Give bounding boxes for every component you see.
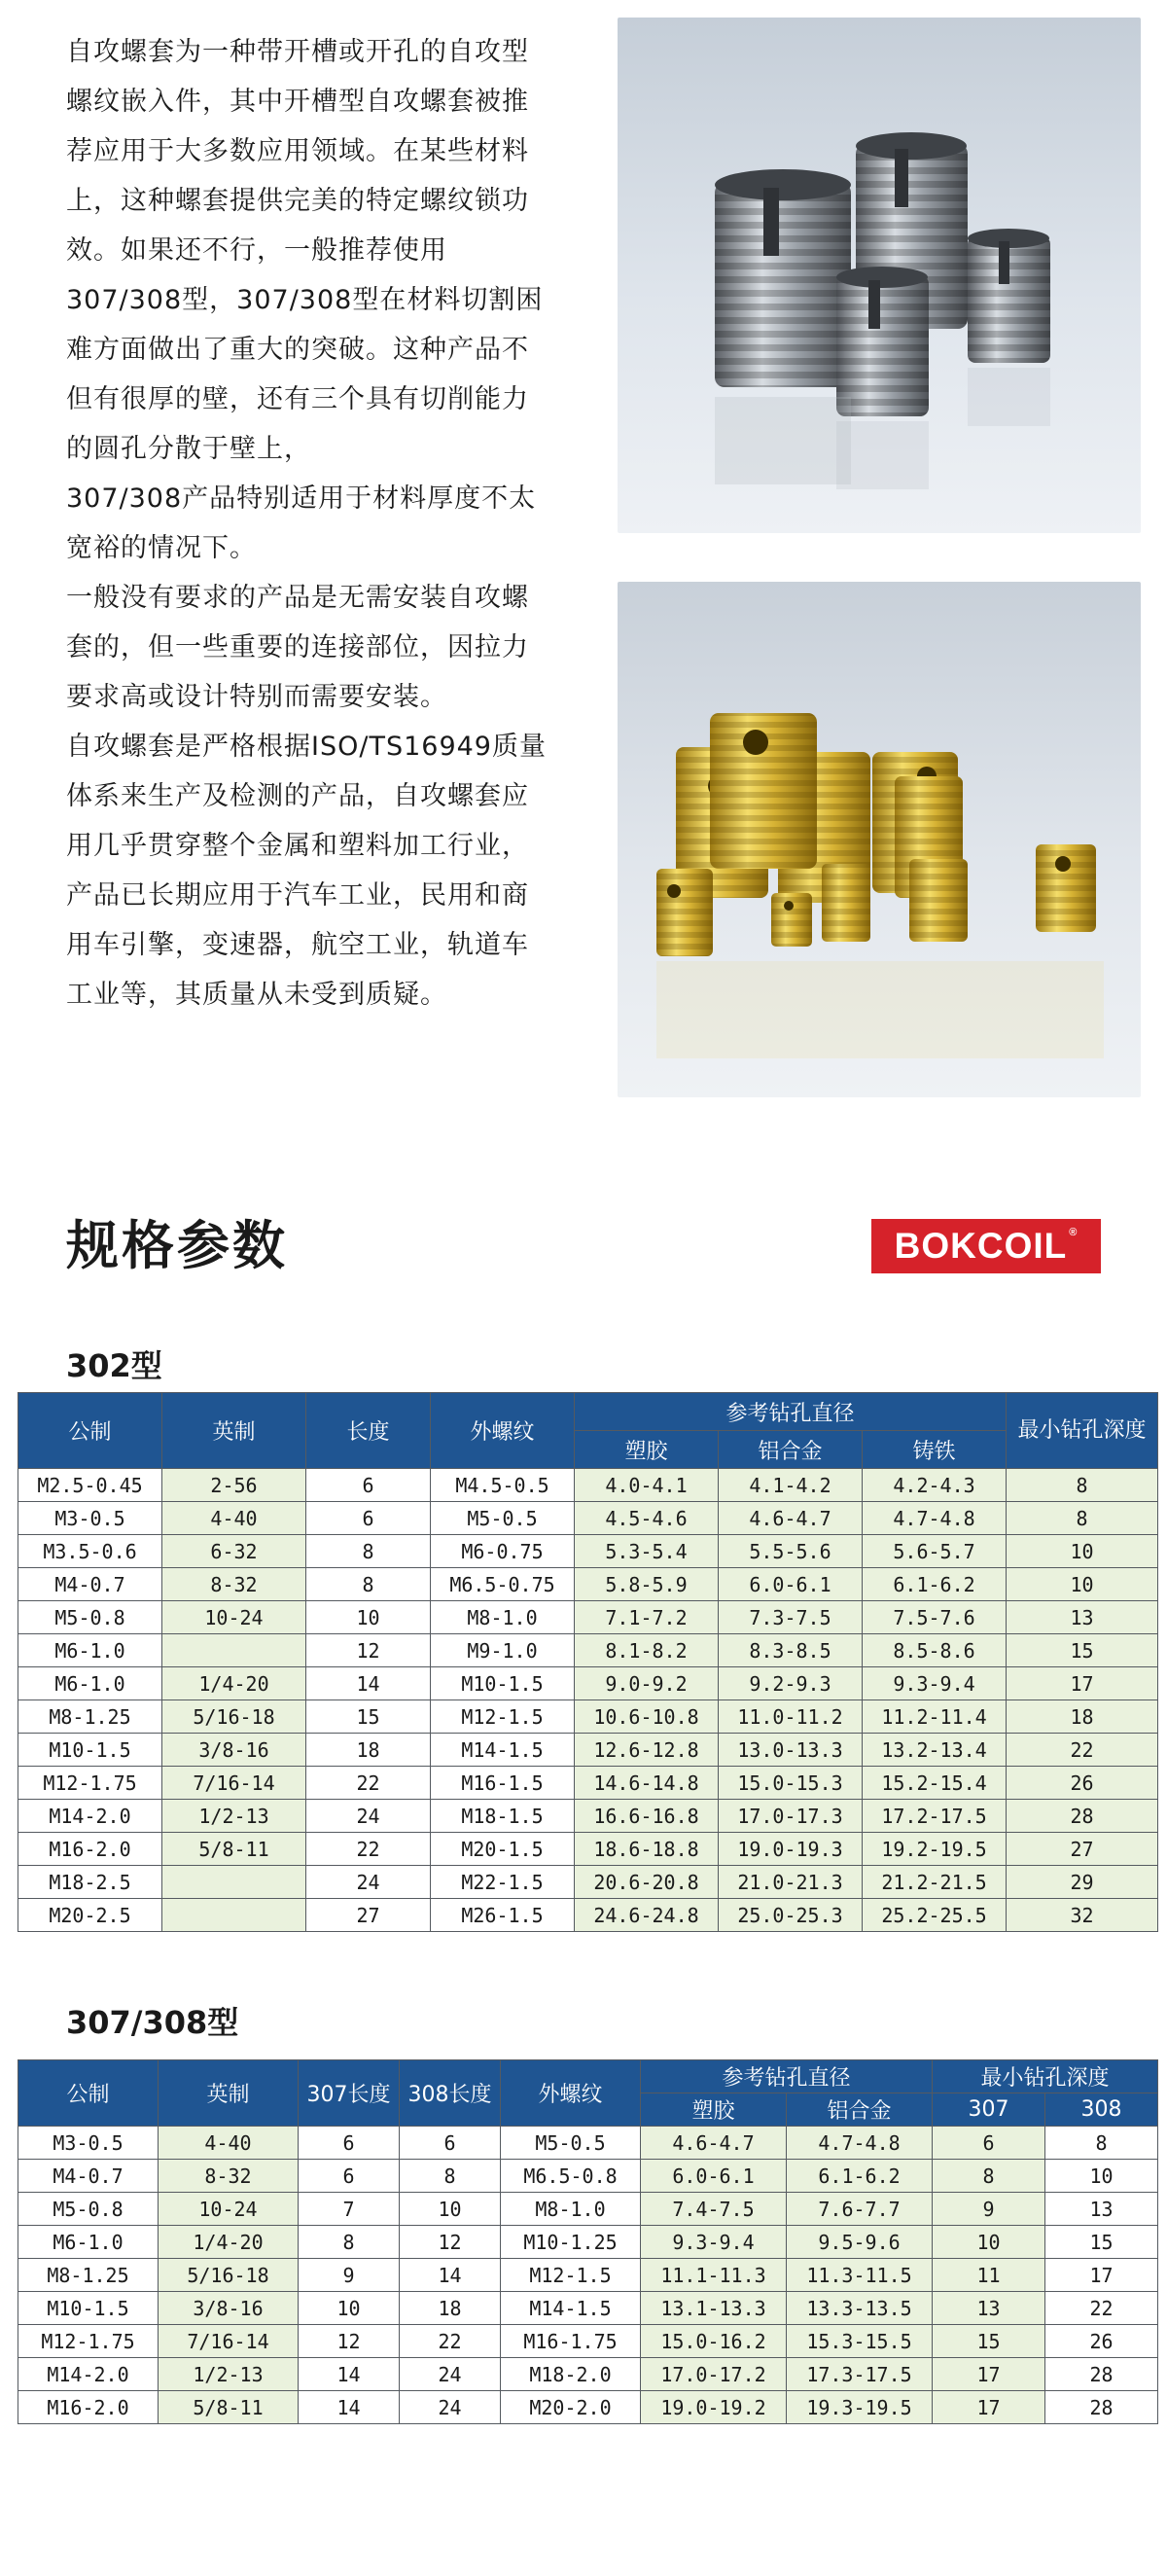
table-cell: 7/16-14	[159, 2325, 299, 2358]
table-cell: 8.1-8.2	[575, 1634, 719, 1667]
table-cell: 7	[299, 2193, 400, 2226]
table-cell: 24.6-24.8	[575, 1899, 719, 1932]
table-cell: 7.6-7.7	[787, 2193, 933, 2226]
table-cell: 4-40	[162, 1502, 306, 1535]
table-cell: 17	[933, 2391, 1045, 2424]
table-cell: 11.2-11.4	[863, 1700, 1007, 1734]
table-cell: 24	[400, 2391, 501, 2424]
table-cell: 9.3-9.4	[641, 2226, 787, 2259]
table-cell: 6.0-6.1	[719, 1568, 863, 1601]
table-cell: 17	[933, 2358, 1045, 2391]
table-cell: M10-1.5	[18, 2292, 159, 2325]
table-cell: M20-2.0	[501, 2391, 641, 2424]
table-cell: 2-56	[162, 1469, 306, 1502]
col-header-metric: 公制	[18, 1393, 162, 1469]
table-cell: 18	[400, 2292, 501, 2325]
table-cell: M12-1.5	[431, 1700, 575, 1734]
table-cell: 5/16-18	[162, 1700, 306, 1734]
table-cell: 24	[306, 1800, 431, 1833]
bokcoil-logo	[871, 1219, 1101, 1273]
table-cell: 8.3-8.5	[719, 1634, 863, 1667]
table-cell: 10	[1045, 2160, 1158, 2193]
col-header-drill-diameter: 参考钻孔直径	[641, 2060, 933, 2093]
table-row	[18, 1634, 1158, 1667]
table-cell: M14-2.0	[18, 2358, 159, 2391]
table-cell: 15.2-15.4	[863, 1767, 1007, 1800]
table-cell: M16-1.75	[501, 2325, 641, 2358]
table-row	[18, 1767, 1158, 1800]
table-cell: 17.2-17.5	[863, 1800, 1007, 1833]
table-cell: M5-0.5	[431, 1502, 575, 1535]
table-cell: 8.5-8.6	[863, 1634, 1007, 1667]
table-cell: 15.0-16.2	[641, 2325, 787, 2358]
table-cell: M8-1.0	[501, 2193, 641, 2226]
intro-paragraph: 自攻螺套是严格根据ISO/TS16949质量体系来生产及检测的产品，自攻螺套应用几乎贯穿整个金属和塑料加工行业，产品已长期应用于汽车工业，民用和商用车引擎，变速器，航空工业，轨道车工业等，其质量从未受到质疑。	[66, 732, 547, 1010]
table-cell: M6-1.0	[18, 2226, 159, 2259]
table-row	[18, 2391, 1158, 2424]
table-cell: 4.1-4.2	[719, 1469, 863, 1502]
col-header-imperial: 英制	[162, 1393, 306, 1469]
table-cell: 27	[1007, 1833, 1158, 1866]
col-header-metric: 公制	[18, 2060, 159, 2127]
table-cell: 27	[306, 1899, 431, 1932]
table-cell: 7.4-7.5	[641, 2193, 787, 2226]
table-cell: 6	[299, 2127, 400, 2160]
table-row	[18, 1899, 1158, 1932]
table-row	[18, 1568, 1158, 1601]
table-cell: 18	[1007, 1700, 1158, 1734]
table-cell: 7/16-14	[162, 1767, 306, 1800]
table-cell: 10	[1007, 1568, 1158, 1601]
table-cell: M6.5-0.8	[501, 2160, 641, 2193]
col-header-plastic: 塑胶	[575, 1431, 719, 1469]
table-307-308-title: 307/308型	[66, 2004, 239, 2041]
table-cell: 12	[306, 1634, 431, 1667]
table-cell: M6-1.0	[18, 1634, 162, 1667]
table-cell: M2.5-0.45	[18, 1469, 162, 1502]
spec-title: 规格参数	[66, 1215, 288, 1276]
table-cell: 8	[1007, 1469, 1158, 1502]
table-cell: M16-2.0	[18, 2391, 159, 2424]
table-cell: 6-32	[162, 1535, 306, 1568]
table-cell: 12.6-12.8	[575, 1734, 719, 1767]
table-cell: M4.5-0.5	[431, 1469, 575, 1502]
intro-text	[66, 27, 552, 1020]
table-cell: 13.3-13.5	[787, 2292, 933, 2325]
table-cell: 4.5-4.6	[575, 1502, 719, 1535]
steel-inserts-photo	[618, 18, 1141, 533]
col-header-imperial: 英制	[159, 2060, 299, 2127]
table-cell: M6-1.0	[18, 1667, 162, 1700]
table-row	[18, 1734, 1158, 1767]
table-row	[18, 1502, 1158, 1535]
table-cell: 5.3-5.4	[575, 1535, 719, 1568]
table-cell: 10	[933, 2226, 1045, 2259]
table-cell: 5/8-11	[162, 1833, 306, 1866]
table-cell: 17	[1045, 2259, 1158, 2292]
table-cell: 17.0-17.3	[719, 1800, 863, 1833]
col-header-outer-thread: 外螺纹	[501, 2060, 641, 2127]
table-cell: 6.1-6.2	[863, 1568, 1007, 1601]
table-cell: 8	[1045, 2127, 1158, 2160]
table-cell: M18-2.5	[18, 1866, 162, 1899]
table-cell: 19.0-19.2	[641, 2391, 787, 2424]
table-cell: 14	[299, 2391, 400, 2424]
table-cell: 32	[1007, 1899, 1158, 1932]
table-cell: 4.6-4.7	[719, 1502, 863, 1535]
spec-table-302	[18, 1392, 1158, 1932]
table-cell: 26	[1045, 2325, 1158, 2358]
table-row	[18, 2358, 1158, 2391]
table-cell: 14	[299, 2358, 400, 2391]
table-cell: M9-1.0	[431, 1634, 575, 1667]
table-cell: M26-1.5	[431, 1899, 575, 1932]
table-cell: 21.0-21.3	[719, 1866, 863, 1899]
table-cell: 10-24	[159, 2193, 299, 2226]
table-row	[18, 2325, 1158, 2358]
table-cell: M8-1.0	[431, 1601, 575, 1634]
logo-text: BOKCOIL	[894, 1226, 1068, 1266]
table-cell: 8	[933, 2160, 1045, 2193]
col-header-min-depth: 最小钻孔深度	[933, 2060, 1158, 2093]
table-cell: 13.2-13.4	[863, 1734, 1007, 1767]
table-cell: M12-1.5	[501, 2259, 641, 2292]
table-cell: 11.0-11.2	[719, 1700, 863, 1734]
table-row	[18, 1469, 1158, 1502]
table-cell: 11	[933, 2259, 1045, 2292]
table-cell: 13	[1007, 1601, 1158, 1634]
table-row	[18, 2160, 1158, 2193]
table-cell: 6	[306, 1502, 431, 1535]
table-cell: 10-24	[162, 1601, 306, 1634]
table-cell: 13.0-13.3	[719, 1734, 863, 1767]
table-cell: 5/16-18	[159, 2259, 299, 2292]
table-cell: 13	[1045, 2193, 1158, 2226]
table-cell: M3-0.5	[18, 2127, 159, 2160]
table-cell: 1/4-20	[162, 1667, 306, 1700]
table-cell: 4.2-4.3	[863, 1469, 1007, 1502]
table-cell: 28	[1045, 2391, 1158, 2424]
table-cell: 21.2-21.5	[863, 1866, 1007, 1899]
table-cell: 6	[933, 2127, 1045, 2160]
table-cell: 7.1-7.2	[575, 1601, 719, 1634]
table-cell: M6.5-0.75	[431, 1568, 575, 1601]
table-cell: 9	[933, 2193, 1045, 2226]
table-row	[18, 1866, 1158, 1899]
table-cell: 4.7-4.8	[863, 1502, 1007, 1535]
table-cell: 19.0-19.3	[719, 1833, 863, 1866]
table-cell	[162, 1899, 306, 1932]
table-cell: 25.2-25.5	[863, 1899, 1007, 1932]
table-cell: 24	[400, 2358, 501, 2391]
table-cell: 11.3-11.5	[787, 2259, 933, 2292]
table-cell: 14	[400, 2259, 501, 2292]
table-cell: 15	[1045, 2226, 1158, 2259]
table-cell: 10.6-10.8	[575, 1700, 719, 1734]
table-cell: 14.6-14.8	[575, 1767, 719, 1800]
table-cell: M8-1.25	[18, 2259, 159, 2292]
table-cell: 8	[400, 2160, 501, 2193]
table-cell: 4.7-4.8	[787, 2127, 933, 2160]
table-cell: 12	[299, 2325, 400, 2358]
table-cell: 29	[1007, 1866, 1158, 1899]
col-header-aluminum: 铝合金	[787, 2093, 933, 2127]
table-cell: 12	[400, 2226, 501, 2259]
table-cell: 5/8-11	[159, 2391, 299, 2424]
table-cell: 18.6-18.8	[575, 1833, 719, 1866]
col-header-length-308: 308长度	[400, 2060, 501, 2127]
table-cell: 15.3-15.5	[787, 2325, 933, 2358]
brass-inserts-photo	[618, 582, 1141, 1097]
table-cell: 25.0-25.3	[719, 1899, 863, 1932]
table-cell: M16-2.0	[18, 1833, 162, 1866]
table-row	[18, 1833, 1158, 1866]
table-cell: 4.6-4.7	[641, 2127, 787, 2160]
col-header-cast-iron: 铸铁	[863, 1431, 1007, 1469]
table-cell: 15	[1007, 1634, 1158, 1667]
table-cell: 19.3-19.5	[787, 2391, 933, 2424]
table-cell: M3.5-0.6	[18, 1535, 162, 1568]
table-row	[18, 2292, 1158, 2325]
table-cell: M20-1.5	[431, 1833, 575, 1866]
table-row	[18, 1535, 1158, 1568]
table-cell: 3/8-16	[159, 2292, 299, 2325]
table-cell: 10	[306, 1601, 431, 1634]
table-cell: 1/2-13	[162, 1800, 306, 1833]
table-row	[18, 1667, 1158, 1700]
table-cell: 22	[306, 1767, 431, 1800]
table-cell: 15	[306, 1700, 431, 1734]
intro-paragraph: 自攻螺套为一种带开槽或开孔的自攻型螺纹嵌入件，其中开槽型自攻螺套被推荐应用于大多数应用领域。在某些材料上，这种螺套提供完美的特定螺纹锁功效。如果还不行，一般推荐使用 307/308型，307/308型在材料切割困难方面做出了重大的突破。这种产品不但有很厚的壁，还有三个具有切削能力的圆孔分散于壁上，	[66, 37, 544, 464]
spec-table-307-308	[18, 2059, 1158, 2424]
table-cell: M4-0.7	[18, 1568, 162, 1601]
table-cell: 6	[400, 2127, 501, 2160]
table-cell: M5-0.8	[18, 2193, 159, 2226]
intro-paragraph: 一般没有要求的产品是无需安装自攻螺套的，但一些重要的连接部位，因拉力要求高或设计特别而需要安装。	[66, 583, 529, 712]
table-cell: M22-1.5	[431, 1866, 575, 1899]
table-cell: 28	[1007, 1800, 1158, 1833]
table-cell: M10-1.25	[501, 2226, 641, 2259]
table-cell: M8-1.25	[18, 1700, 162, 1734]
table-cell: 7.3-7.5	[719, 1601, 863, 1634]
table-cell: M18-1.5	[431, 1800, 575, 1833]
table-cell: 10	[400, 2193, 501, 2226]
table-cell: 22	[1045, 2292, 1158, 2325]
table-cell: 8	[306, 1568, 431, 1601]
table-cell: M4-0.7	[18, 2160, 159, 2193]
table-cell: 13	[933, 2292, 1045, 2325]
table-cell: 8	[1007, 1502, 1158, 1535]
table-cell: 8	[299, 2226, 400, 2259]
col-header-length-307: 307长度	[299, 2060, 400, 2127]
table-cell: 22	[400, 2325, 501, 2358]
table-302-title: 302型	[66, 1347, 162, 1384]
table-cell: 17.0-17.2	[641, 2358, 787, 2391]
col-header-depth-308: 308	[1045, 2093, 1158, 2127]
table-cell: 8-32	[159, 2160, 299, 2193]
table-cell: 9.3-9.4	[863, 1667, 1007, 1700]
table-cell: 4-40	[159, 2127, 299, 2160]
col-header-plastic: 塑胶	[641, 2093, 787, 2127]
table-cell: M12-1.75	[18, 2325, 159, 2358]
table-cell: 6.1-6.2	[787, 2160, 933, 2193]
table-cell: 11.1-11.3	[641, 2259, 787, 2292]
table-cell: 17.3-17.5	[787, 2358, 933, 2391]
table-cell: 7.5-7.6	[863, 1601, 1007, 1634]
table-cell: 3/8-16	[162, 1734, 306, 1767]
table-row	[18, 2193, 1158, 2226]
table-cell: 17	[1007, 1667, 1158, 1700]
table-cell	[162, 1866, 306, 1899]
table-cell: M14-1.5	[431, 1734, 575, 1767]
table-cell: 4.0-4.1	[575, 1469, 719, 1502]
col-header-min-depth: 最小钻孔深度	[1007, 1393, 1158, 1469]
table-cell: 8	[306, 1535, 431, 1568]
table-cell: 13.1-13.3	[641, 2292, 787, 2325]
col-header-depth-307: 307	[933, 2093, 1045, 2127]
table-cell: 9.0-9.2	[575, 1667, 719, 1700]
table-cell: 9.5-9.6	[787, 2226, 933, 2259]
table-cell: 19.2-19.5	[863, 1833, 1007, 1866]
table-cell: 6.0-6.1	[641, 2160, 787, 2193]
col-header-aluminum: 铝合金	[719, 1431, 863, 1469]
table-cell: 10	[299, 2292, 400, 2325]
table-cell: M6-0.75	[431, 1535, 575, 1568]
table-cell: 1/4-20	[159, 2226, 299, 2259]
table-row	[18, 1601, 1158, 1634]
table-cell: 22	[306, 1833, 431, 1866]
table-cell: M5-0.5	[501, 2127, 641, 2160]
table-cell: 18	[306, 1734, 431, 1767]
table-cell: M14-2.0	[18, 1800, 162, 1833]
table-row	[18, 2259, 1158, 2292]
table-cell: 1/2-13	[159, 2358, 299, 2391]
table-cell: 15.0-15.3	[719, 1767, 863, 1800]
table-cell: 6	[306, 1469, 431, 1502]
col-header-outer-thread: 外螺纹	[431, 1393, 575, 1469]
table-cell: M3-0.5	[18, 1502, 162, 1535]
registered-mark: ®	[1069, 1227, 1079, 1238]
table-cell: 6	[299, 2160, 400, 2193]
table-cell: 5.5-5.6	[719, 1535, 863, 1568]
col-header-drill-diameter: 参考钻孔直径	[575, 1393, 1007, 1431]
table-cell: M14-1.5	[501, 2292, 641, 2325]
table-cell: 15	[933, 2325, 1045, 2358]
table-cell: M10-1.5	[431, 1667, 575, 1700]
table-cell: M5-0.8	[18, 1601, 162, 1634]
table-cell: 10	[1007, 1535, 1158, 1568]
table-cell: M18-2.0	[501, 2358, 641, 2391]
table-cell: M12-1.75	[18, 1767, 162, 1800]
table-cell: 14	[306, 1667, 431, 1700]
intro-paragraph: 307/308产品特别适用于材料厚度不太宽裕的情况下。	[66, 483, 537, 563]
table-cell: 9.2-9.3	[719, 1667, 863, 1700]
table-cell: 9	[299, 2259, 400, 2292]
table-row	[18, 1800, 1158, 1833]
table-cell: 16.6-16.8	[575, 1800, 719, 1833]
table-cell: M20-2.5	[18, 1899, 162, 1932]
table-cell: 5.8-5.9	[575, 1568, 719, 1601]
col-header-length: 长度	[306, 1393, 431, 1469]
table-cell: 5.6-5.7	[863, 1535, 1007, 1568]
table-cell: 22	[1007, 1734, 1158, 1767]
table-cell: 26	[1007, 1767, 1158, 1800]
table-cell: 20.6-20.8	[575, 1866, 719, 1899]
table-cell: M16-1.5	[431, 1767, 575, 1800]
table-row	[18, 2226, 1158, 2259]
table-cell	[162, 1634, 306, 1667]
table-cell: 8-32	[162, 1568, 306, 1601]
table-cell: M10-1.5	[18, 1734, 162, 1767]
table-row	[18, 2127, 1158, 2160]
table-cell: 24	[306, 1866, 431, 1899]
table-row	[18, 1700, 1158, 1734]
table-cell: 28	[1045, 2358, 1158, 2391]
